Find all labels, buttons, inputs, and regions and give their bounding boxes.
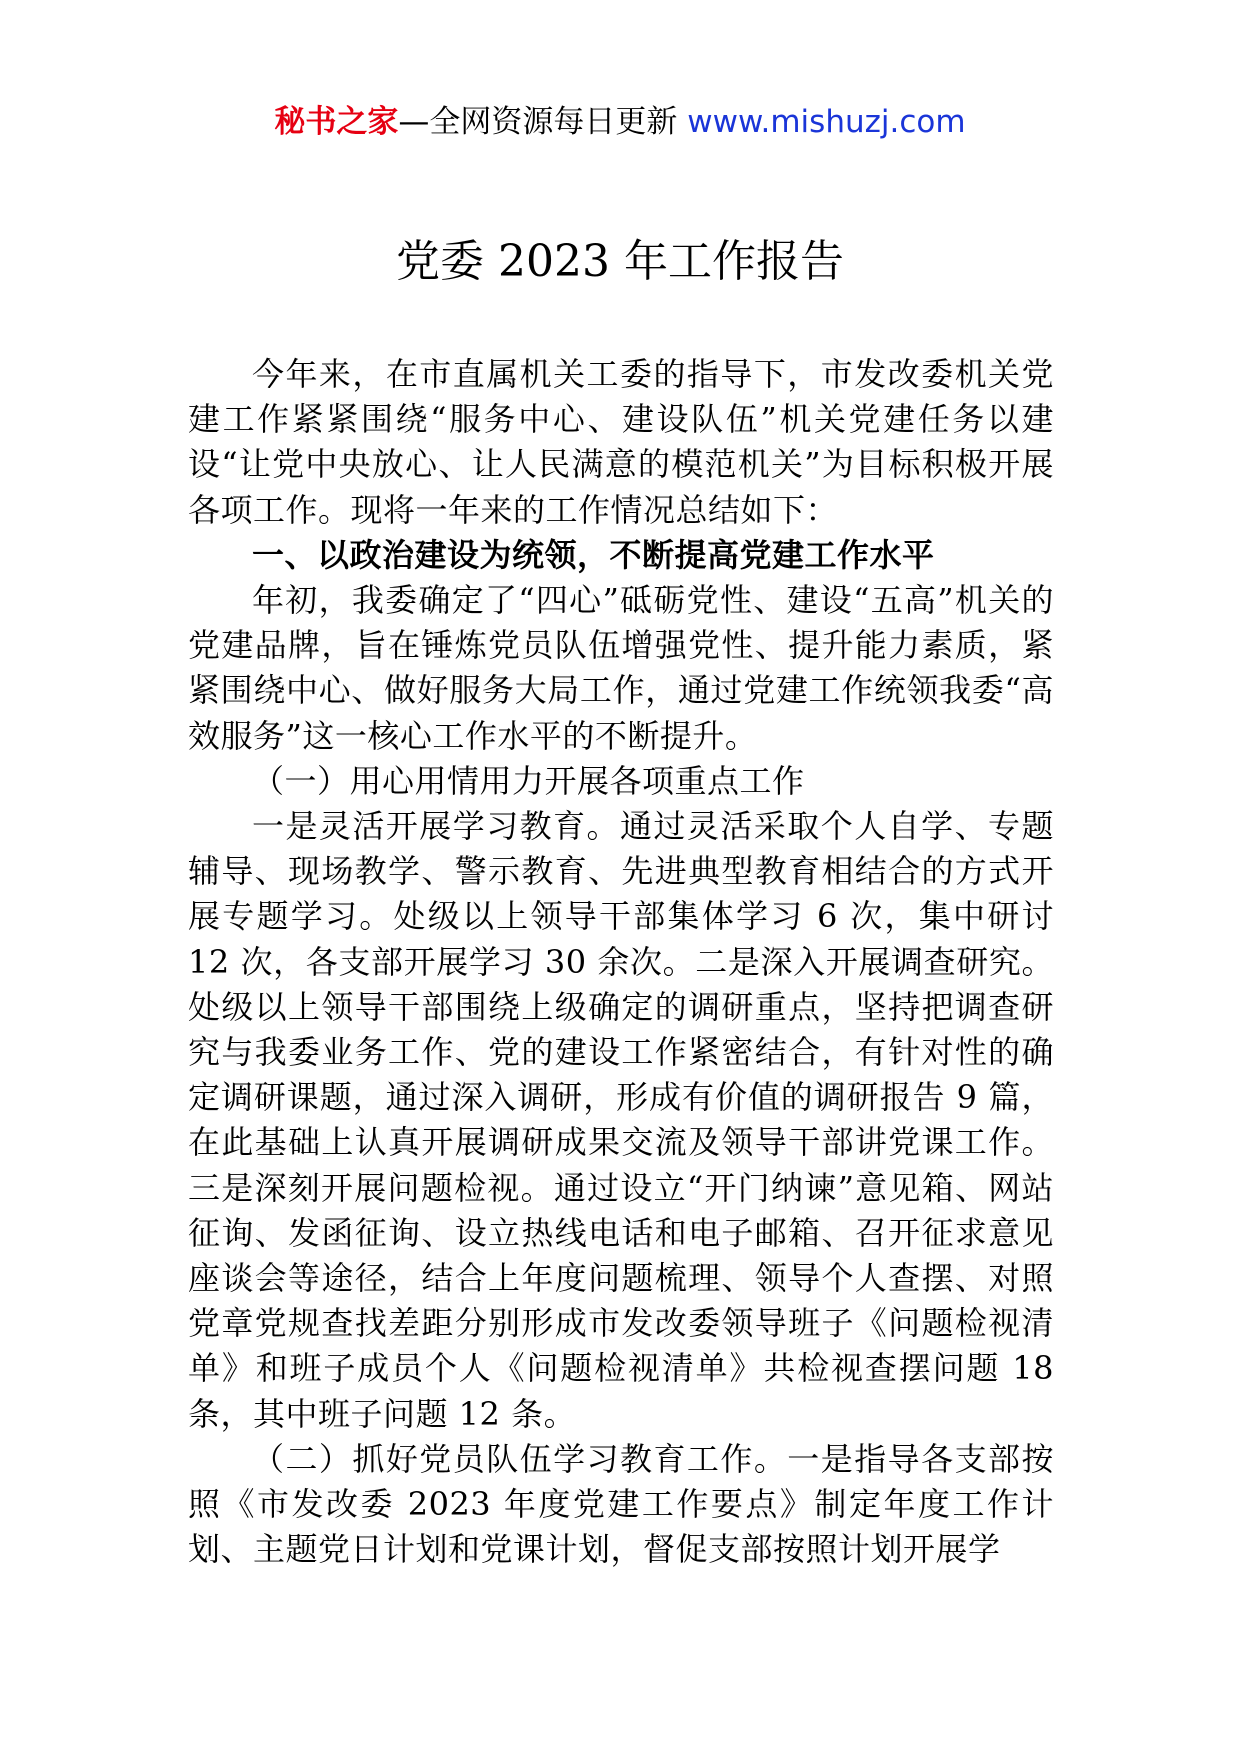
- document-body: [188, 352, 1054, 1572]
- brand-name: 秘书之家: [274, 104, 399, 140]
- site-url-link[interactable]: www.mishuzj.com: [687, 104, 966, 140]
- subsection-1-paragraph: 一是灵活开展学习教育。通过灵活采取个人自学、专题辅导、现场教学、警示教育、先进典型教育相结合的方式开展专题学习。处级以上领导干部集体学习 6 次，集中研讨 12 次，各支部开展学习 30 余次。二是深入开展调查研究。处级以上领导干部围绕上级确定的调研重点，坚持把调查研究与我委业务工作、党的建设工作紧密结合，有针对性的确定调研课题，通过深入调研，形成有价值的调研报告 9 篇，在此基础上认真开展调研成果交流及领导干部讲党课工作。三是深刻开展问题检视。通过设立“开门纳谏”意见箱、网站征询、发函征询、设立热线电话和电子邮箱、召开征求意见座谈会等途径，结合上年度问题梳理、领导个人查摆、对照党章党规查找差距分别形成市发改委领导班子《问题检视清单》和班子成员个人《问题检视清单》共检视查摆问题 18 条，其中班子问题 12 条。: [188, 807, 1054, 1433]
- section-1-paragraph: 年初，我委确定了“四心”砥砺党性、建设“五高”机关的党建品牌，旨在锤炼党员队伍增强党性、提升能力素质，紧紧围绕中心、做好服务大局工作，通过党建工作统领我委“高效服务”这一核心工作水平的不断提升。: [188, 581, 1054, 755]
- subsection-2-paragraph: （二）抓好党员队伍学习教育工作。一是指导各支部按照《市发改委 2023 年度党建工作要点》制定年度工作计划、主题党日计划和党课计划，督促支部按照计划开展学: [188, 1439, 1054, 1569]
- section-heading-1: 一、以政治建设为统领，不断提高党建工作水平: [252, 535, 935, 574]
- document-title: 党委 2023 年工作报告: [396, 236, 844, 287]
- site-header: [0, 100, 1240, 144]
- subsection-heading-1: （一）用心用情用力开展各项重点工作: [252, 761, 805, 800]
- header-tagline: —全网资源每日更新: [398, 104, 688, 140]
- intro-paragraph: 今年来，在市直属机关工委的指导下，市发改委机关党建工作紧紧围绕“服务中心、建设队伍”机关党建任务以建设“让党中央放心、让人民满意的模范机关”为目标积极开展各项工作。现将一年来的工作情况总结如下：: [188, 355, 1054, 529]
